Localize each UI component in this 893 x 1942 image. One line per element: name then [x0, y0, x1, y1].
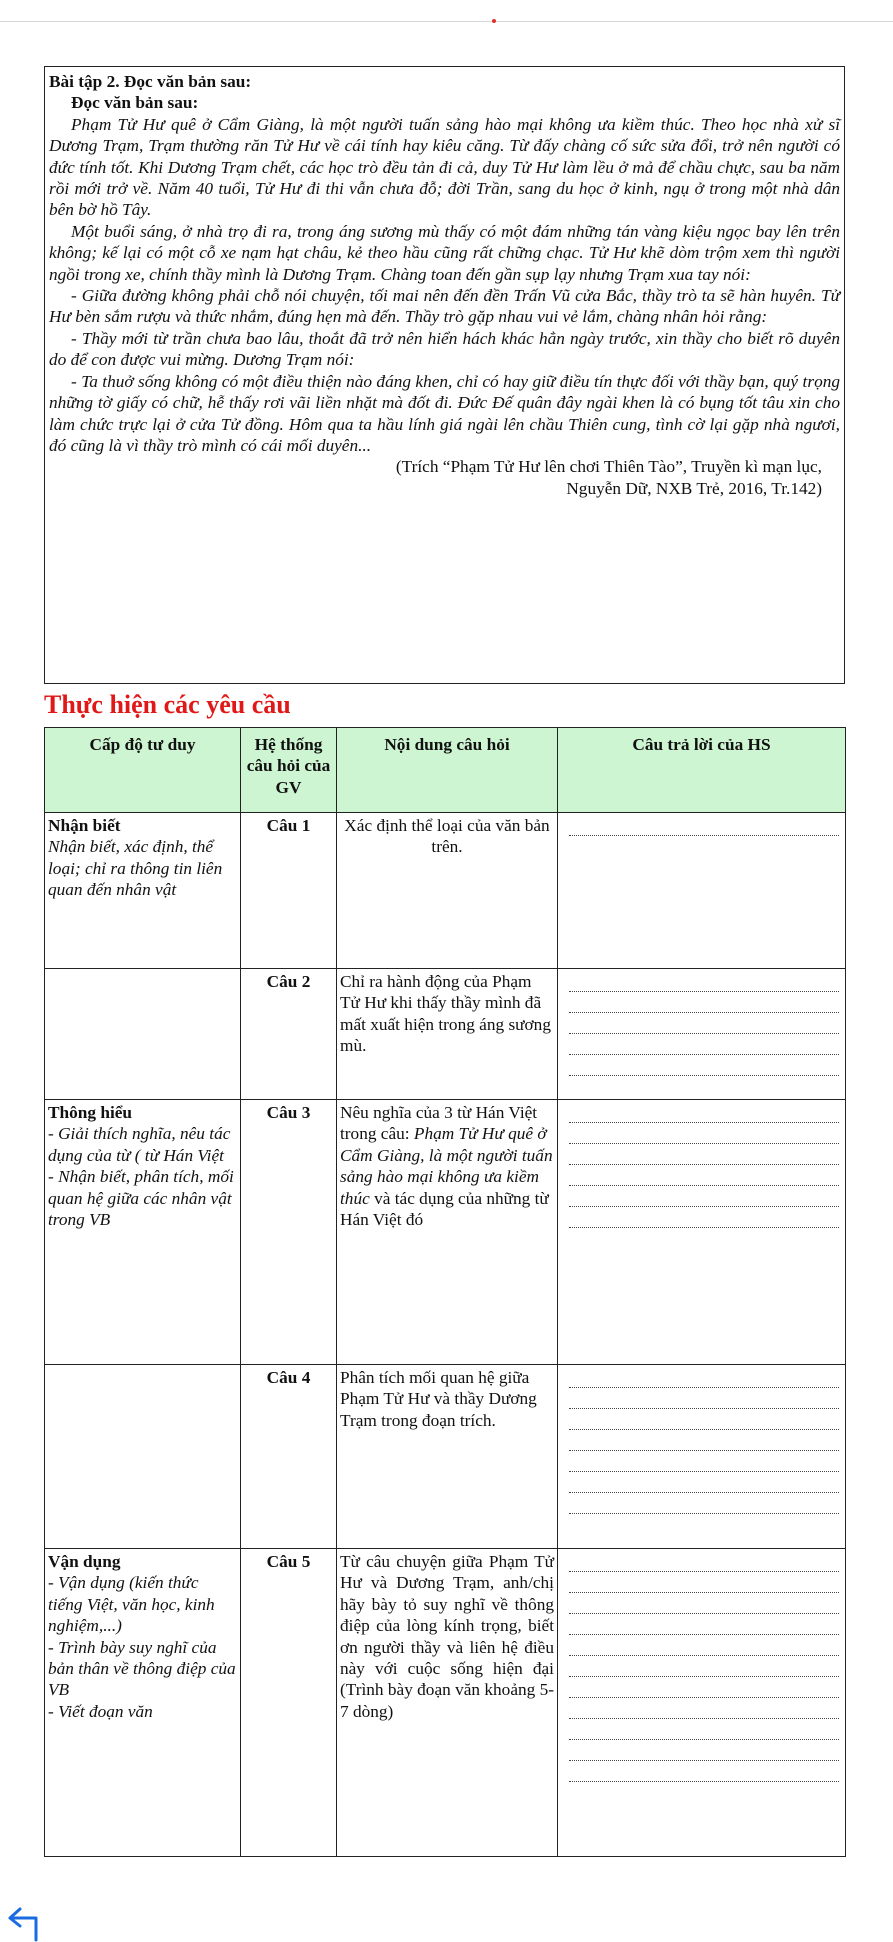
- level-title: Thông hiểu: [48, 1103, 133, 1122]
- question-id: Câu 3: [241, 1100, 337, 1365]
- question-id: Câu 5: [241, 1549, 337, 1857]
- passage-paragraph: Phạm Tử Hư quê ở Cẩm Giàng, là một người tuấn sảng hào mại không ưa kiềm thúc. Theo học nhà xử sĩ Dương Trạm, Trạm thường răn Tử Hư về cái tính hay kiêu căng. Từ đấy chàng cố sức sửa đổi, trở nên người có đức tính tốt. Khi Dương Trạm chết, các học trò đều tản đi cả, duy Tử Hư làm lều ở mả để chầu chực, sau ba năm rồi mới trở về. Năm 40 tuổi, Tử Hư đi thi vẫn chưa đỗ; đời Trần, sang du học ở kinh, ngụ ở trong một nhà dân bên bờ hồ Tây.: [49, 114, 840, 220]
- top-status-divider: [0, 21, 893, 22]
- question-id: Câu 2: [241, 969, 337, 1100]
- answer-lines[interactable]: [558, 813, 846, 969]
- level-title: Vận dụng: [48, 1552, 121, 1571]
- table-row: [45, 1549, 846, 1857]
- question-text: Phân tích mối quan hệ giữa Phạm Tử Hư và thầy Dương Trạm trong đoạn trích.: [337, 1365, 558, 1549]
- level-title: Nhận biết: [48, 816, 121, 835]
- reply-arrow-icon[interactable]: [6, 1906, 40, 1942]
- header-question-content: Nội dung câu hỏi: [337, 728, 558, 813]
- exercise-heading: Bài tập 2. Đọc văn bản sau:: [49, 72, 252, 91]
- level-cell: [45, 813, 241, 969]
- question-text: Chỉ ra hành động của Phạm Tử Hư khi thấy thầy mình đã mất xuất hiện trong áng sương mù.: [337, 969, 558, 1100]
- level-description: - Giải thích nghĩa, nêu tác dụng của từ ( từ Hán Việt - Nhận biết, phân tích, mối quan hệ giữa các nhân vật trong VB: [48, 1124, 234, 1230]
- table-row: [45, 1365, 846, 1549]
- level-cell: [45, 969, 241, 1100]
- table-row: [45, 1100, 846, 1365]
- passage-paragraph: - Thầy mới từ trần chưa bao lâu, thoắt đã trở nên hiển hách khác hẳn ngày trước, xin thầy cho biết rõ duyên do để con được vui mừng. Dương Trạm nói:: [49, 328, 840, 370]
- question-text: Từ câu chuyện giữa Phạm Tử Hư và Dương Trạm, anh/chị hãy bày tỏ suy nghĩ về thông điệp của lòng kính trọng, biết ơn người thầy và liên hệ điều này với cuộc sống hiện đại (Trình bày đoạn văn khoảng 5-7 dòng): [337, 1549, 558, 1857]
- level-cell: [45, 1100, 241, 1365]
- header-level: Cấp độ tư duy: [45, 728, 241, 813]
- passage-paragraph: - Ta thuở sống không có một điều thiện nào đáng khen, chỉ có hay giữ điều tín thực đối với thầy bạn, quý trọng những tờ giấy có chữ, hễ thấy rơi vãi liền nhặt mà đốt đi. Đức Đế quân đây ngài khen là có bụng tốt tâu xin cho làm chức trực lại ở cửa Tử đồng. Hôm qua ta hầu lính giá ngài lên chầu Thiên cung, tình cờ lại gặp nhà ngươi, đó cũng là vì thầy trò mình có cái mối duyên...: [49, 371, 840, 455]
- passage-paragraph: - Giữa đường không phải chỗ nói chuyện, tối mai nên đến đền Trấn Vũ cửa Bắc, thầy trò ta sẽ hàn huyên. Tử Hư bèn sắm rượu và thức nhắm, đúng hẹn mà đến. Thầy trò gặp nhau vui vẻ lắm, chàng nhân hỏi rằng:: [49, 286, 840, 327]
- section-title: Thực hiện các yêu cầu: [44, 690, 291, 719]
- level-cell: [45, 1549, 241, 1857]
- table-row: [45, 969, 846, 1100]
- level-description: - Vận dụng (kiến thức tiếng Việt, văn học, kinh nghiệm,...) - Trình bày suy nghĩ của bản thân về thông điệp của VB - Viết đoạn văn: [48, 1573, 236, 1721]
- citation-line-2: Nguyễn Dữ, NXB Trẻ, 2016, Tr.142): [566, 478, 822, 498]
- answer-lines[interactable]: [558, 1100, 846, 1365]
- answer-lines[interactable]: [558, 969, 846, 1100]
- recording-indicator-dot: [492, 19, 496, 23]
- level-cell: [45, 1365, 241, 1549]
- question-id: Câu 1: [241, 813, 337, 969]
- reading-passage: [44, 66, 845, 684]
- question-text-quote: Phạm Tử Hư quê ở Cẩm Giàng, là một người tuấn sảng hào mại không ưa kiềm thúc: [340, 1124, 553, 1208]
- question-text-tail: và tác dụng của những từ Hán Việt đó: [340, 1188, 549, 1230]
- passage-paragraph: Một buổi sáng, ở nhà trọ đi ra, trong áng sương mù thấy có một đám những tán vàng kiệu ngọc bay lên trên không; kế lại có một cỗ xe nạm hạt châu, kẻ theo hầu cũng rất chững chạc. Tử Hư khẽ dòm trộm xem thì người ngồi trong xe, chính thầy mình là Dương Trạm. Chàng toan đến gần sụp lạy nhưng Trạm xua tay nói:: [49, 221, 840, 284]
- table-row: [45, 813, 846, 969]
- question-text: Xác định thể loại của văn bản trên.: [337, 813, 558, 969]
- question-id: Câu 4: [241, 1365, 337, 1549]
- table-header-row: [45, 728, 846, 813]
- question-table: [44, 727, 846, 1857]
- question-text-plain: Nêu nghĩa của 3 từ Hán Việt trong câu:: [340, 1103, 538, 1144]
- header-question-system: Hệ thống câu hỏi của GV: [241, 728, 337, 813]
- header-student-answer: Câu trả lời của HS: [558, 728, 846, 813]
- question-text: [337, 1100, 558, 1365]
- level-description: Nhận biết, xác định, thể loại; chỉ ra thông tin liên quan đến nhân vật: [48, 837, 223, 900]
- citation-line-1: (Trích “Phạm Tử Hư lên chơi Thiên Tào”, Truyền kì mạn lục,: [395, 457, 822, 477]
- answer-lines[interactable]: [558, 1549, 846, 1857]
- answer-lines[interactable]: [558, 1365, 846, 1549]
- exercise-subheading: Đọc văn bản sau:: [71, 93, 199, 113]
